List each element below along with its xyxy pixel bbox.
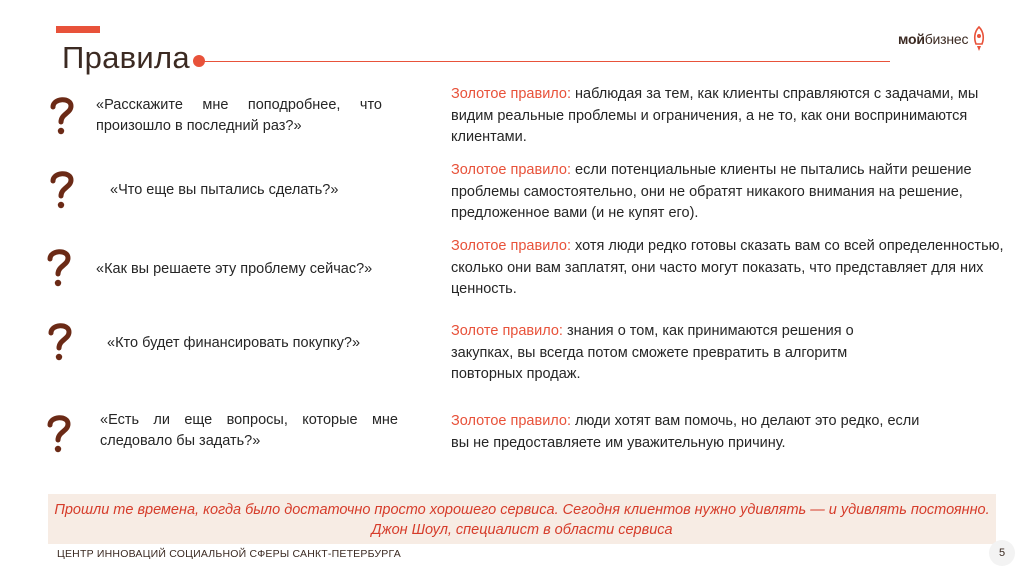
logo [898,24,987,54]
question-text: «Что еще вы пытались сделать?» [110,182,339,198]
quote-text: Прошли те времена, когда было достаточно просто хорошего сервиса. Сегодня клиентов нужно удивлять — и удивлять постоянно. Джон Шоул, специалист в области сервиса [54,502,990,538]
question-text: «Расскажите мне поподробнее, что произошло в последний раз?» [96,97,382,134]
quote-box [48,494,996,544]
page-number: 5 [989,540,1015,566]
logo-text-light: бизнес [924,31,969,47]
golden-rule [451,160,1006,225]
golden-rule-text: знания о том, как принимаются решения о закупках, вы всегда потом сможете превратить в алгоритм повторных продаж. [451,323,854,382]
golden-rule-text: если потенциальные клиенты не пытались найти решение проблемы самостоятельно, они не обратят никакого внимания на решение, предложенное вами (и не купят его). [451,162,972,221]
question-mark-icon [44,412,74,456]
question-text: «Как вы решаете эту проблему сейчас?» [96,261,373,277]
rocket-icon [971,25,987,53]
page-title: Правила [62,40,190,75]
golden-rule [451,321,901,386]
logo-text-bold: мой [898,31,925,47]
question-mark-icon [45,320,75,364]
golden-rule-text: хотя люди редко готовы сказать вам со всей определенностью, сколько они вам заплатят, они часто могут показать, что представляет для них ценность. [451,238,1004,297]
question-mark-icon [44,246,74,290]
title-accent-bar [56,26,100,33]
footer-organization: ЦЕНТР ИННОВАЦИЙ СОЦИАЛЬНОЙ СФЕРЫ САНКТ-ПЕТЕРБУРГА [57,548,401,560]
question-mark-icon [47,168,77,212]
golden-rule-label: Золотое правило: [451,413,572,429]
golden-rule-label: Золотое правило: [451,86,572,102]
logo-text [898,31,968,47]
golden-rule [451,411,941,454]
golden-rule [451,84,1006,149]
golden-rule-label: Золотое правило: [451,162,572,178]
title-dot [193,55,205,67]
golden-rule [451,236,1006,301]
question-mark-icon [47,94,77,138]
title-underline [204,61,890,62]
golden-rule-text: наблюдая за тем, как клиенты справляются с задачами, мы видим реальные проблемы и ограничения, а не то, как они воспринимаются клиентами. [451,86,979,145]
question-text: «Кто будет финансировать покупку?» [107,335,361,351]
golden-rule-text: люди хотят вам помочь, но делают это редко, если вы не предоставляете им уважительную причину. [451,413,920,451]
golden-rule-label: Золотое правило: [451,238,572,254]
golden-rule-label: Золоте правило: [451,323,563,339]
question-text: «Есть ли еще вопросы, которые мне следовало бы задать?» [100,412,398,449]
